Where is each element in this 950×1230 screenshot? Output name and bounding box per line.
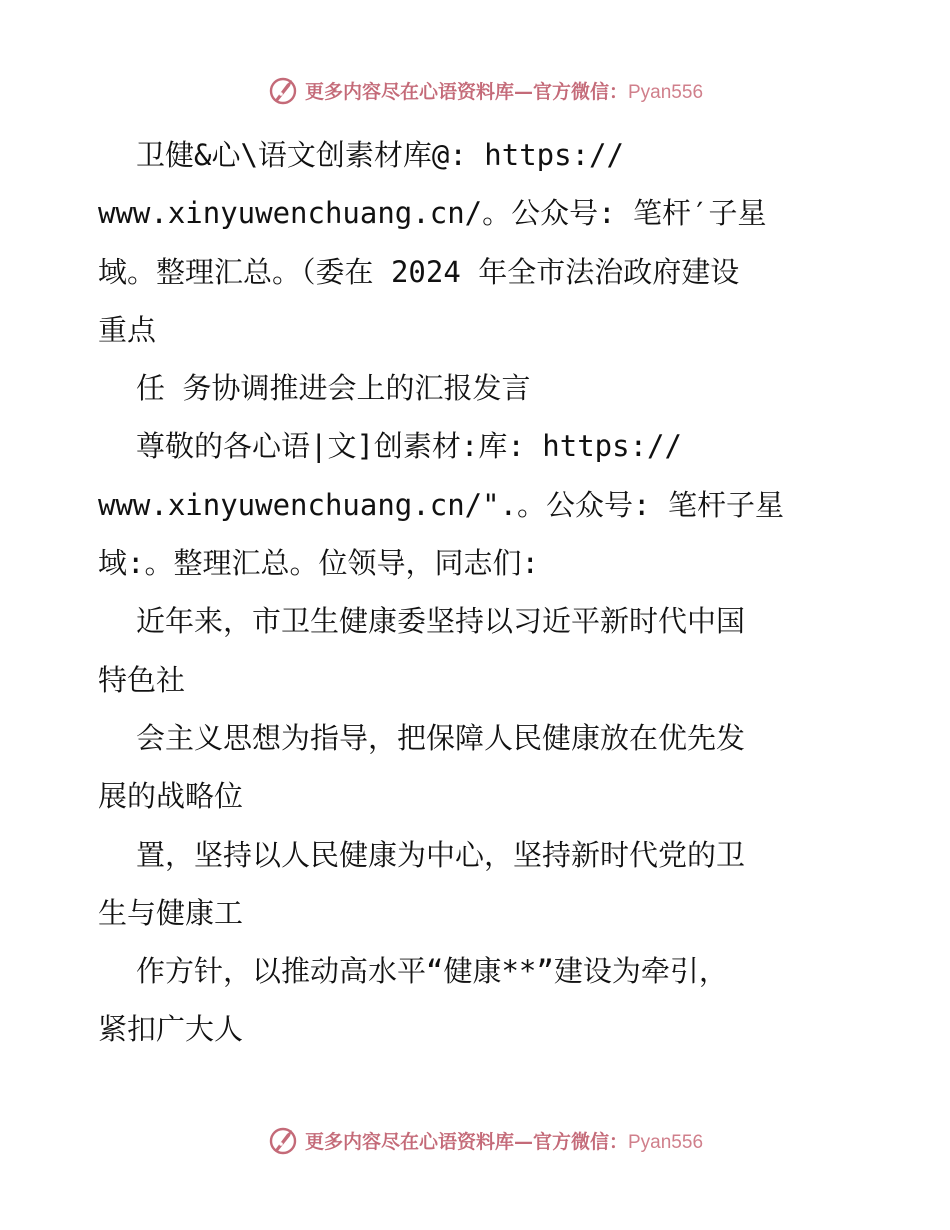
header-banner-inner	[267, 74, 703, 106]
body-line: 作方针，以推动高水平“健康**”建设为牵引，	[136, 954, 728, 989]
footer-banner-text: 更多内容尽在心语资料库—官方微信：Pyan556	[304, 1130, 704, 1153]
footer-wechat-id: Pyan556	[628, 1131, 704, 1153]
body-line: 域。整理汇总。（委在 2024 年全市法治政府建设	[98, 254, 740, 289]
body-line: 任 务协调推进会上的汇报发言	[136, 371, 531, 406]
body-line: 卫健&心\语文创素材库@: https://	[136, 138, 624, 172]
body-line: www.xinyuwenchuang.cn/".。公众号: 笔杆子星	[98, 487, 784, 522]
document-body	[98, 126, 858, 1059]
pen-nib-circle-icon	[267, 1124, 299, 1156]
body-line: 展的战略位	[98, 779, 244, 814]
body-line: www.xinyuwenchuang.cn/。公众号: 笔杆′子星	[98, 196, 767, 231]
header-banner-text: 更多内容尽在心语资料库—官方微信：Pyan556	[304, 80, 704, 103]
header-banner	[0, 70, 950, 110]
body-line: 置，坚持以人民健康为中心，坚持新时代党的卫	[136, 837, 746, 872]
body-line: 生与健康工	[98, 895, 244, 930]
body-line: 会主义思想为指导，把保障人民健康放在优先发	[136, 720, 746, 755]
body-line: 近年来，市卫生健康委坚持以习近平新时代中国	[136, 604, 746, 639]
footer-banner	[0, 1120, 950, 1160]
pen-nib-circle-icon	[267, 74, 299, 106]
body-line: 重点	[98, 312, 157, 347]
footer-banner-inner	[267, 1124, 703, 1156]
header-wechat-id: Pyan556	[628, 81, 704, 103]
body-line: 紧扣广大人	[98, 1012, 244, 1047]
body-line: 尊敬的各心语|文]创素材:库: https://	[136, 429, 682, 464]
body-line: 特色社	[98, 662, 186, 697]
body-line: 域:。整理汇总。位领导，同志们:	[98, 546, 539, 581]
